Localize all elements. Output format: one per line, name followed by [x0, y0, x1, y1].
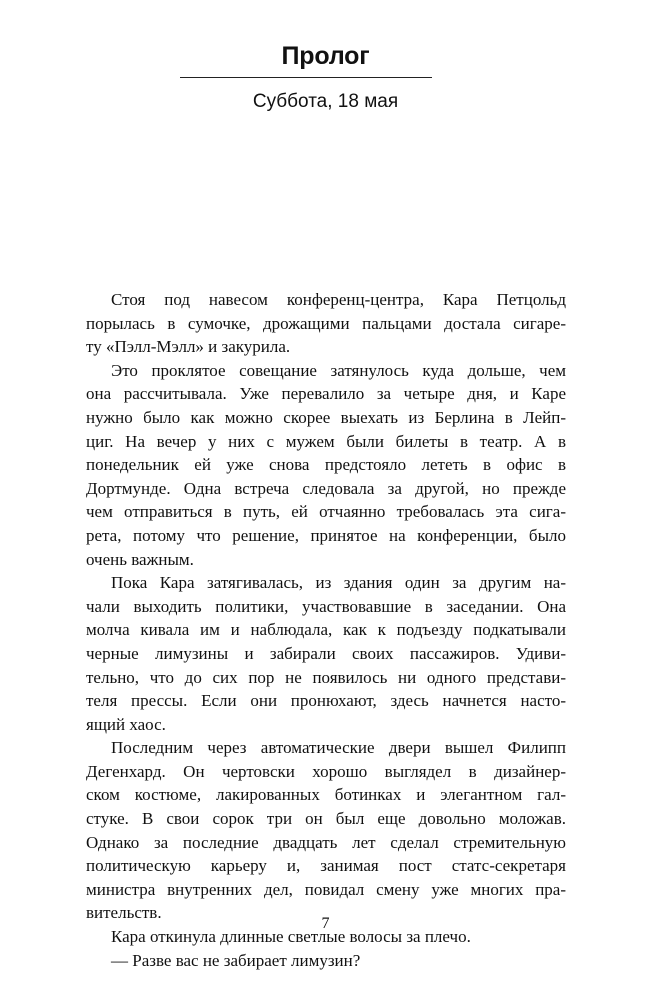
text-line: ящий хаос.	[86, 714, 166, 734]
text-line: Последним через автоматические двери вышел Филипп	[111, 738, 566, 758]
text-line: ском костюме, лакированных ботинках и элегантном гал-	[86, 785, 566, 805]
paragraph	[86, 359, 566, 571]
title-divider	[180, 77, 432, 78]
text-line: ту «Пэлл-Мэлл» и закурила.	[86, 337, 291, 357]
chapter-date: Суббота, 18 мая	[252, 91, 399, 112]
text-line: черные лимузины и забирали своих пассажиров. Удиви-	[86, 643, 566, 663]
text-line: политическую карьеру и, занимая пост статс-секретаря	[86, 856, 566, 876]
paragraph	[86, 736, 566, 925]
text-line: — Разве вас не забирает лимузин?	[111, 950, 361, 970]
chapter-title: Пролог	[281, 42, 370, 70]
text-line: стуке. В свои сорок три он был еще довольно моложав.	[86, 809, 566, 829]
text-line: вительств.	[86, 903, 162, 923]
text-line: нужно было как можно скорее выехать из Берлина в Лейп-	[86, 407, 566, 427]
text-line: чем отправиться в путь, ей отчаянно требовалась эта сига-	[86, 502, 566, 522]
text-line: рета, потому что решение, принятое на конференции, было	[86, 525, 566, 545]
text-line: молча кивала им и наблюдала, как к подъезду подкатывали	[86, 620, 566, 640]
text-line: порылась в сумочке, дрожащими пальцами достала сигаре-	[86, 313, 566, 333]
body-text	[86, 288, 566, 972]
text-line: понедельник ей уже снова предстояло лететь в офис в	[86, 455, 566, 475]
text-line: министра внутренних дел, повидал смену уже многих пра-	[86, 879, 566, 899]
text-line: она рассчитывала. Уже перевалило за четыре дня, и Каре	[86, 384, 566, 404]
text-line: Дортмунде. Одна встреча следовала за другой, но прежде	[86, 478, 566, 498]
text-line: циг. На вечер у них с мужем были билеты в театр. А в	[86, 431, 566, 451]
text-line: чали выходить политики, участвовавшие в заседании. Она	[86, 596, 566, 616]
text-line: Однако за последние двадцать лет сделал стремительную	[86, 832, 566, 852]
text-line: Стоя под навесом конференц-центра, Кара Петцольд	[111, 290, 566, 309]
paragraph	[86, 571, 566, 736]
text-line: Дегенхард. Он чертовски хорошо выглядел в дизайнер-	[86, 761, 566, 781]
text-line: Кара откинула длинные светлые волосы за плечо.	[111, 927, 471, 947]
text-line: теля прессы. Если они пронюхают, здесь начнется насто-	[86, 691, 566, 711]
text-line: Пока Кара затягивалась, из здания один за другим на-	[111, 573, 566, 593]
paragraph	[86, 288, 566, 359]
text-line: тельно, что до сих пор не появилось ни одного представи-	[86, 667, 566, 687]
text-line: очень важным.	[86, 549, 194, 569]
text-line: Это проклятое совещание затянулось куда дольше, чем	[111, 360, 566, 380]
paragraph	[86, 949, 566, 973]
page-number: 7	[321, 915, 330, 932]
